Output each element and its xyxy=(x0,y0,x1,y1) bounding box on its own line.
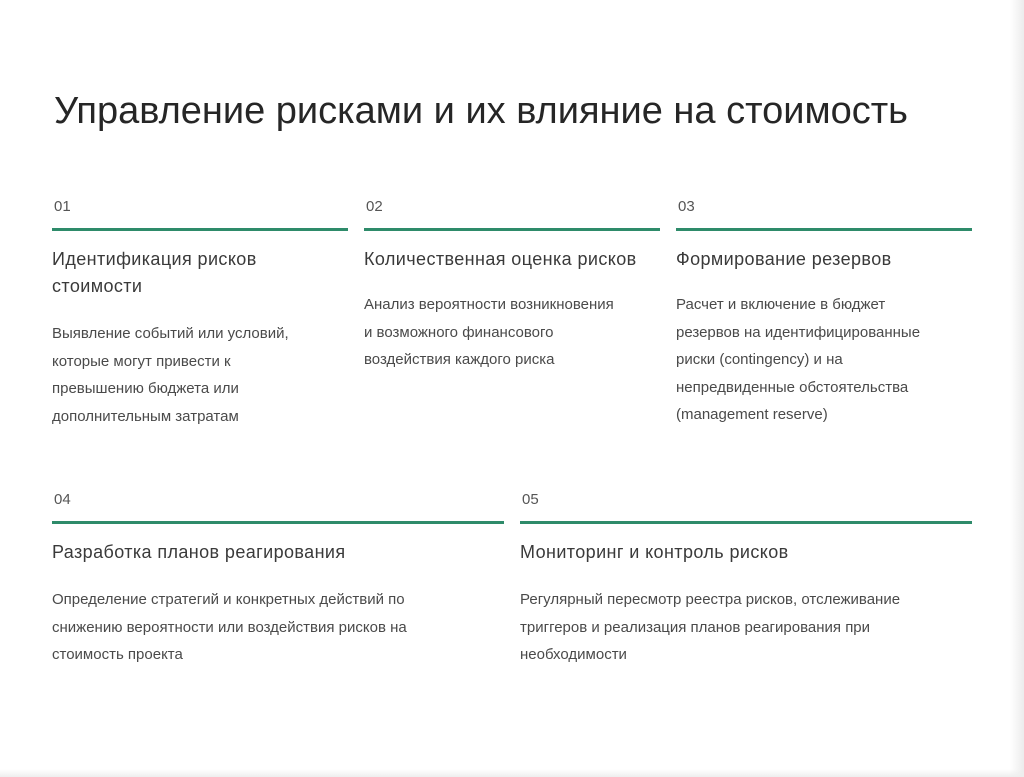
step-04 xyxy=(52,491,504,669)
step-description-line: превышению бюджета или xyxy=(52,380,239,397)
step-description-line: которые могут привести к xyxy=(52,352,231,370)
step-description-line: дополнительным затратам xyxy=(52,407,239,425)
step-divider xyxy=(52,521,504,524)
step-heading-line: Мониторинг и контроль рисков xyxy=(520,542,789,562)
step-number: 05 xyxy=(522,491,539,508)
slide-title: Управление рисками и их влияние на стоимость xyxy=(54,90,908,132)
step-description-line: Анализ вероятности возникновения xyxy=(364,296,614,313)
step-03 xyxy=(676,198,972,429)
step-heading xyxy=(676,246,972,273)
step-number: 04 xyxy=(54,491,71,508)
step-number: 01 xyxy=(54,198,71,215)
step-heading xyxy=(364,246,660,273)
step-description-line: резервов на идентифицированные xyxy=(676,323,921,341)
step-02 xyxy=(364,198,660,374)
step-description-line: (management reserve) xyxy=(676,406,828,423)
step-divider xyxy=(364,228,660,231)
step-heading-line: Разработка планов реагирования xyxy=(52,542,346,562)
step-description-line: триггеров и реализация планов реагирования при xyxy=(520,618,871,636)
step-description-line: воздействия каждого риска xyxy=(364,351,555,368)
step-05 xyxy=(520,491,972,669)
step-number: 02 xyxy=(366,198,383,215)
step-divider xyxy=(52,228,348,231)
step-divider xyxy=(520,521,972,524)
step-01 xyxy=(52,198,348,430)
step-description-line: Регулярный пересмотр реестра рисков, отслеживание xyxy=(520,591,901,608)
slide-edge-shadow xyxy=(1010,0,1024,777)
step-description-line: стоимость проекта xyxy=(52,646,183,663)
step-description-line: Выявление событий или условий, xyxy=(52,325,289,342)
step-description-line: необходимости xyxy=(520,646,627,663)
step-divider xyxy=(676,228,972,231)
step-description xyxy=(52,320,348,430)
step-heading xyxy=(520,539,972,566)
step-description-line: Расчет и включение в бюджет xyxy=(676,296,886,313)
step-heading-line: стоимости xyxy=(52,276,143,296)
step-heading xyxy=(52,539,504,566)
step-description xyxy=(520,586,972,669)
step-description xyxy=(52,586,504,669)
step-description-line: непредвиденные обстоятельства xyxy=(676,378,909,396)
step-description xyxy=(676,291,972,429)
step-heading-line: Идентификация рисков xyxy=(52,249,257,269)
slide-bottom-shadow xyxy=(0,769,1024,777)
step-description xyxy=(364,291,660,374)
step-description-line: и возможного финансового xyxy=(364,323,554,341)
step-description-line: снижению вероятности или воздействия рисков на xyxy=(52,618,407,636)
step-heading-line: Количественная оценка рисков xyxy=(364,249,637,269)
step-description-line: риски (contingency) и на xyxy=(676,351,843,368)
step-heading xyxy=(52,246,348,300)
step-number: 03 xyxy=(678,198,695,215)
step-heading-line: Формирование резервов xyxy=(676,249,892,269)
step-description-line: Определение стратегий и конкретных действий по xyxy=(52,591,405,608)
